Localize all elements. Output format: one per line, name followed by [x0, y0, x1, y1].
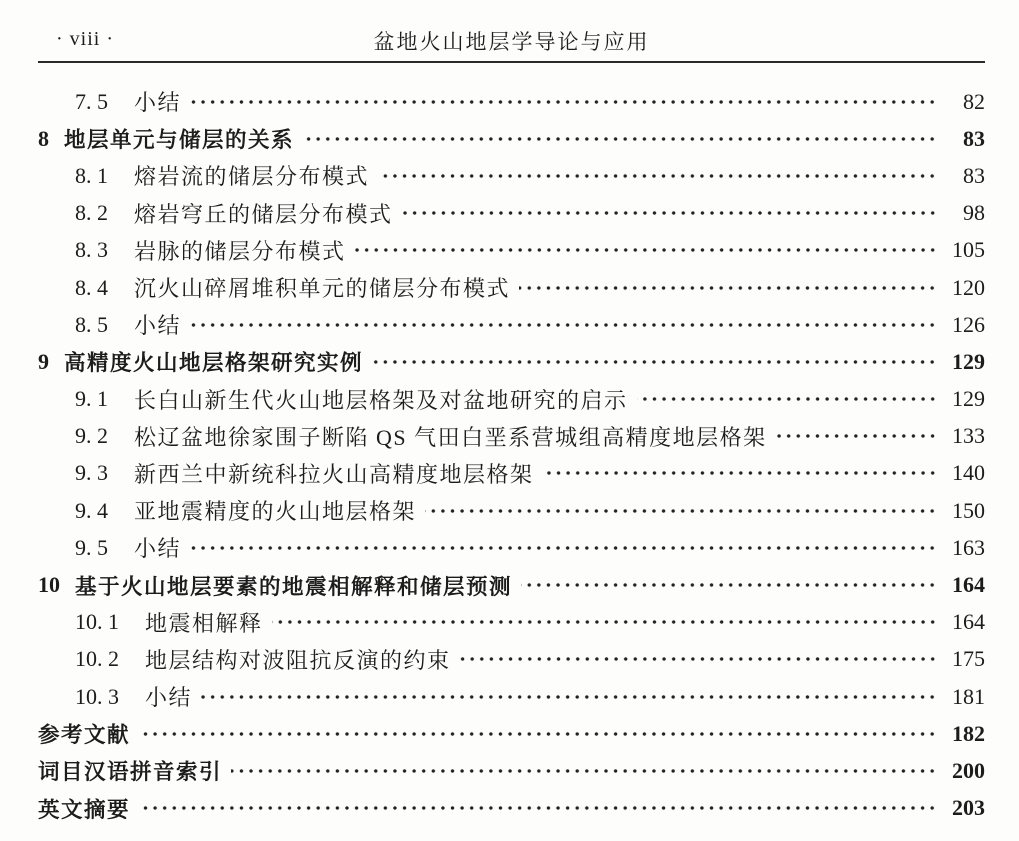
toc-entry-title: 熔岩穹丘的储层分布模式 [134, 201, 393, 227]
toc-entry-page: 105 [952, 237, 985, 263]
toc-entry-page: 164 [952, 572, 985, 598]
toc-entry-title: 小结 [145, 685, 193, 711]
toc-entry-number: 10. 1 [75, 609, 119, 635]
toc-entry-number: 9. 5 [75, 534, 108, 560]
toc-entry [38, 752, 985, 789]
toc-entry [38, 566, 985, 603]
toc-entry-title: 岩脉的储层分布模式 [134, 238, 346, 264]
dot-leader [201, 690, 937, 704]
dot-leader [543, 466, 937, 480]
running-head-book-title: 盆地火山地层学导论与应用 [373, 30, 650, 54]
toc-entry-title: 词目汉语拼音索引 [38, 760, 223, 785]
toc-entry-title: 小结 [134, 313, 182, 339]
toc-entry-page: 175 [952, 646, 985, 672]
dot-leader [519, 281, 937, 295]
toc-entry-title: 参考文献 [38, 723, 131, 748]
dot-leader [190, 318, 937, 332]
toc-entry-page: 150 [952, 497, 985, 523]
dot-leader [378, 169, 937, 183]
toc-entry-page: 200 [952, 757, 985, 783]
toc-entry-title: 地震相解释 [145, 610, 263, 636]
toc-entry [38, 455, 985, 492]
toc-entry-title: 沉火山碎屑堆积单元的储层分布模式 [134, 276, 511, 302]
dot-leader [776, 429, 937, 443]
toc-entry-number: 8. 5 [75, 311, 108, 337]
dot-leader [372, 355, 937, 369]
toc-entry-number: 8. 3 [75, 237, 108, 263]
toc-entry-page: 98 [963, 200, 985, 226]
toc-entry [38, 157, 985, 194]
toc-entry [38, 343, 985, 380]
toc-entry [38, 120, 985, 157]
toc-entry-title: 新西兰中新统科拉火山高精度地层格架 [134, 461, 534, 487]
toc-entry-page: 181 [952, 683, 985, 709]
toc-entry-page: 129 [952, 348, 985, 374]
toc-entry-title: 熔岩流的储层分布模式 [134, 164, 370, 190]
toc-entry-page: 83 [963, 162, 985, 188]
dot-leader [190, 95, 937, 109]
toc-entry-title: 松辽盆地徐家围子断陷 QS 气田白垩系营城组高精度地层格架 [134, 424, 767, 450]
toc-entry [38, 232, 985, 269]
toc-entry-page: 126 [952, 311, 985, 337]
toc-entry-number: 9. 1 [75, 386, 108, 412]
dot-leader [272, 615, 937, 629]
toc-entry-page: 83 [963, 125, 985, 151]
toc-entry-page: 140 [952, 460, 985, 486]
toc-entry-number: 10. 2 [75, 646, 119, 672]
dot-leader [460, 652, 937, 666]
dot-leader [303, 132, 937, 146]
dot-leader [637, 392, 937, 406]
toc-entry-title: 亚地震精度的火山地层格架 [134, 499, 417, 525]
toc-entry-number: 8. 4 [75, 274, 108, 300]
toc-entry-page: 163 [952, 534, 985, 560]
toc-entry-title: 长白山新生代火山地层格架及对盆地研究的启示 [134, 387, 628, 413]
toc-entry-number: 9 [38, 348, 49, 374]
toc-entry-number: 9. 3 [75, 460, 108, 486]
toc-entry-page: 182 [952, 720, 985, 746]
toc-entry-page: 203 [952, 795, 985, 821]
toc-entry [38, 529, 985, 566]
toc-entry-number: 8 [38, 125, 49, 151]
dot-leader [355, 243, 937, 257]
toc-entry-title: 基于火山地层要素的地震相解释和储层预测 [75, 574, 513, 599]
dot-leader [190, 541, 937, 555]
toc-entry [38, 678, 985, 715]
toc-entry [38, 195, 985, 232]
toc-entry-page: 120 [952, 274, 985, 300]
dot-leader [139, 801, 937, 815]
toc-entry-number: 10. 3 [75, 683, 119, 709]
toc-entry-number: 8. 1 [75, 162, 108, 188]
toc-entry [38, 604, 985, 641]
toc-entry-title: 小结 [134, 536, 182, 562]
toc-entry [38, 83, 985, 120]
toc-entry-number: 7. 5 [75, 88, 108, 114]
toc-entry-number: 10 [38, 572, 60, 598]
toc-entry-number: 9. 4 [75, 497, 108, 523]
toc-entry-page: 129 [952, 386, 985, 412]
toc-entry-number: 9. 2 [75, 423, 108, 449]
toc-entry-page: 133 [952, 423, 985, 449]
toc-entry-title: 英文摘要 [38, 797, 131, 822]
dot-leader [402, 206, 937, 220]
toc-entry-title: 高精度火山地层格架研究实例 [64, 351, 364, 376]
toc-entry-page: 164 [952, 609, 985, 635]
table-of-contents [38, 83, 985, 827]
dot-leader [521, 578, 937, 592]
toc-entry [38, 381, 985, 418]
toc-entry [38, 790, 985, 827]
dot-leader [139, 727, 937, 741]
toc-entry [38, 641, 985, 678]
dot-leader [231, 764, 937, 778]
header-rule [38, 61, 985, 63]
toc-entry [38, 306, 985, 343]
page-header [38, 0, 985, 60]
dot-leader [425, 504, 937, 518]
toc-entry-number: 8. 2 [75, 200, 108, 226]
toc-entry-title: 地层结构对波阻抗反演的约束 [145, 647, 451, 673]
folio-page-number: · viii · [56, 28, 114, 50]
toc-entry-title: 小结 [134, 90, 182, 116]
toc-entry [38, 715, 985, 752]
toc-entry [38, 418, 985, 455]
toc-entry [38, 269, 985, 306]
toc-entry [38, 492, 985, 529]
toc-entry-page: 82 [963, 88, 985, 114]
toc-entry-title: 地层单元与储层的关系 [64, 128, 295, 153]
